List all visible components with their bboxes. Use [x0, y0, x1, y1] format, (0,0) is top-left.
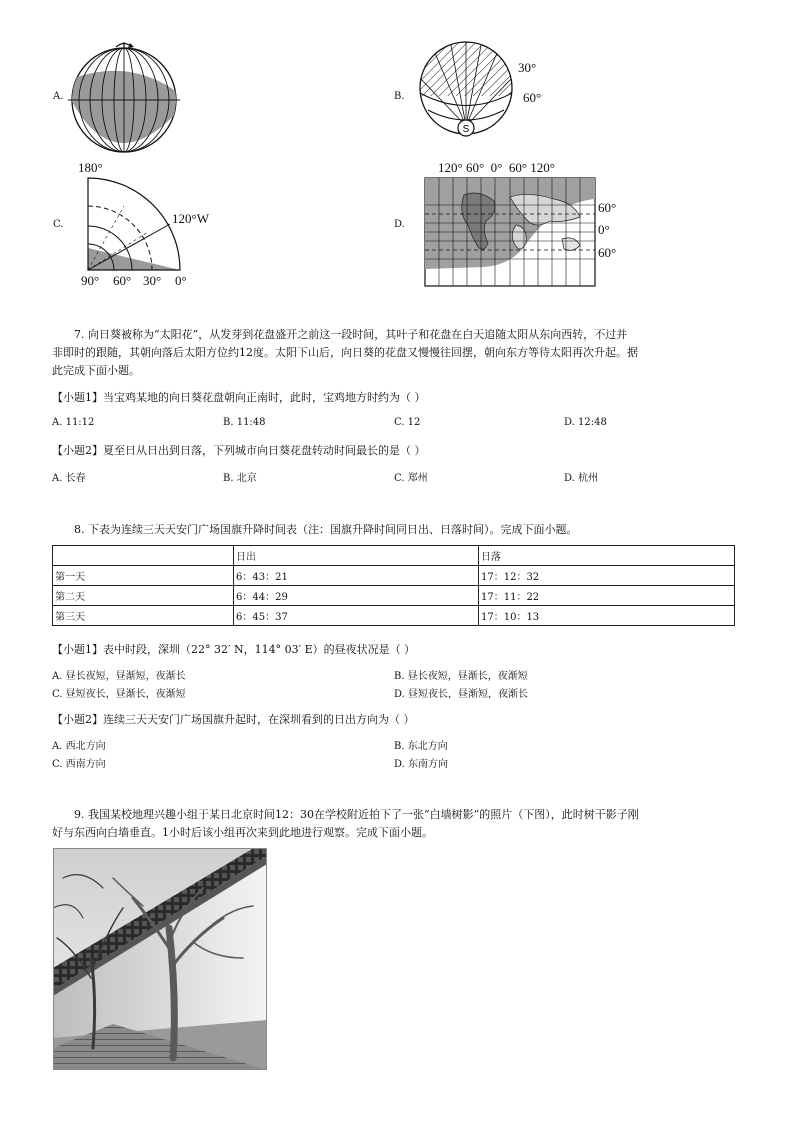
q8-sub2-option-b[interactable]: B. 东北方向	[394, 741, 448, 752]
table-cell: 第二天	[53, 586, 234, 606]
table-row	[53, 566, 735, 586]
table-row	[53, 586, 735, 606]
table-header-row	[53, 546, 735, 566]
white-wall-tree-shadow-photo	[53, 848, 267, 1070]
q8-sub2-option-c[interactable]: C. 西南方向	[52, 759, 106, 770]
table-cell: 6：43：21	[234, 566, 479, 586]
figure-b-lat-30: 30°	[518, 60, 537, 75]
table-cell: 第一天	[53, 566, 234, 586]
q7-sub1-option-d[interactable]: D. 12:48	[564, 417, 607, 428]
q8-sub1-option-b[interactable]: B. 昼长夜短，昼渐长，夜渐短	[394, 671, 528, 682]
table-cell: 17：12：32	[479, 566, 735, 586]
sunrise-sunset-table	[52, 545, 735, 626]
q7-stem-line3: 此完成下面小题。	[52, 364, 140, 377]
q7-sub1-option-b[interactable]: B. 11:48	[223, 417, 266, 428]
figure-d-map	[424, 177, 596, 287]
q8-sub1-option-c[interactable]: C. 昼短夜长，昼渐长，夜渐短	[52, 689, 186, 700]
q7-sub2-option-c[interactable]: C. 郑州	[394, 473, 428, 484]
q7-sub2-question: 【小题2】夏至日从日出到日落，下列城市向日葵花盘转动时间最长的是（ ）	[52, 444, 426, 457]
table-cell: 第三天	[53, 606, 234, 626]
q7-sub1-option-c[interactable]: C. 12	[394, 417, 421, 428]
option-a-letter: A.	[53, 91, 64, 102]
figure-b-pole-label: S	[462, 124, 470, 135]
table-cell: 17：11：22	[479, 586, 735, 606]
q9-stem-line2: 好与东西向白墙垂直。1小时后该小组再次来到此地进行观察。完成下面小题。	[52, 826, 433, 839]
q8-sub1-option-a[interactable]: A. 昼长夜短，昼渐短，夜渐长	[52, 671, 186, 682]
figure-c-right-label: 120°W	[172, 211, 209, 226]
option-c-letter: C.	[53, 219, 64, 230]
figure-a-globe	[68, 38, 180, 156]
q8-sub2-option-a[interactable]: A. 西北方向	[52, 741, 106, 752]
q9-stem-line1: 9. 我国某校地理兴趣小组于某日北京时间12：30在学校附近拍下了一张“白墙树影”的照片（下图），此时树干影子刚	[74, 808, 639, 821]
option-b-letter: B.	[394, 91, 405, 102]
figure-c-top-label: 180°	[78, 160, 103, 175]
figure-b-lat-60: 60°	[523, 90, 542, 105]
table-cell: 17：10：13	[479, 606, 735, 626]
q7-sub2-option-d[interactable]: D. 杭州	[564, 473, 599, 484]
q7-sub2-option-a[interactable]: A. 长春	[52, 473, 86, 484]
q8-sub1-option-d[interactable]: D. 昼短夜长，昼渐短，夜渐长	[394, 689, 529, 700]
figure-d-top-labels: 120° 60° 0° 60° 120°	[438, 160, 555, 175]
table-header-cell: 日落	[479, 546, 735, 566]
q8-sub1-question: 【小题1】表中时段，深圳（22° 32′ N，114° 03′ E）的昼夜状况是（ ）	[52, 643, 416, 656]
table-row	[53, 606, 735, 626]
q7-sub2-option-b[interactable]: B. 北京	[223, 473, 257, 484]
figure-d-right-60n: 60°	[598, 200, 617, 215]
q8-sub2-option-d[interactable]: D. 东南方向	[394, 759, 449, 770]
table-header-cell	[53, 546, 234, 566]
figure-d-right-60s: 60°	[598, 245, 617, 260]
q7-sub1-option-a[interactable]: A. 11:12	[52, 417, 95, 428]
table-cell: 6：44：29	[234, 586, 479, 606]
figure-b-globe	[412, 38, 522, 142]
figure-c-bottom-60: 60°	[113, 273, 132, 288]
table-cell: 6：45：37	[234, 606, 479, 626]
figure-d-right-0: 0°	[598, 222, 610, 237]
q7-sub1-question: 【小题1】当宝鸡某地的向日葵花盘朝向正南时，此时，宝鸡地方时约为（ ）	[52, 391, 426, 404]
figure-c-bottom-90: 90°	[81, 273, 100, 288]
q8-stem: 8. 下表为连续三天天安门广场国旗升降时间表（注：国旗升降时间同日出、日落时间）。完成下面小题。	[74, 523, 578, 536]
q8-sub2-question: 【小题2】连续三天天安门广场国旗升起时，在深圳看到的日出方向为（ ）	[52, 713, 415, 726]
figure-c-bottom-0: 0°	[175, 273, 187, 288]
q7-stem-line1: 7. 向日葵被称为“太阳花”，从发芽到花盘盛开之前这一段时间，其叶子和花盘在白天追随太阳从东向西转，不过并	[74, 328, 628, 341]
q7-stem-line2: 非即时的跟随，其朝向落后太阳方位约12度。太阳下山后，向日葵的花盘又慢慢往回摆，朝向东方等待太阳再次升起。据	[52, 346, 638, 359]
table-header-cell: 日出	[234, 546, 479, 566]
figure-c-bottom-30: 30°	[143, 273, 162, 288]
option-d-letter: D.	[394, 219, 405, 230]
